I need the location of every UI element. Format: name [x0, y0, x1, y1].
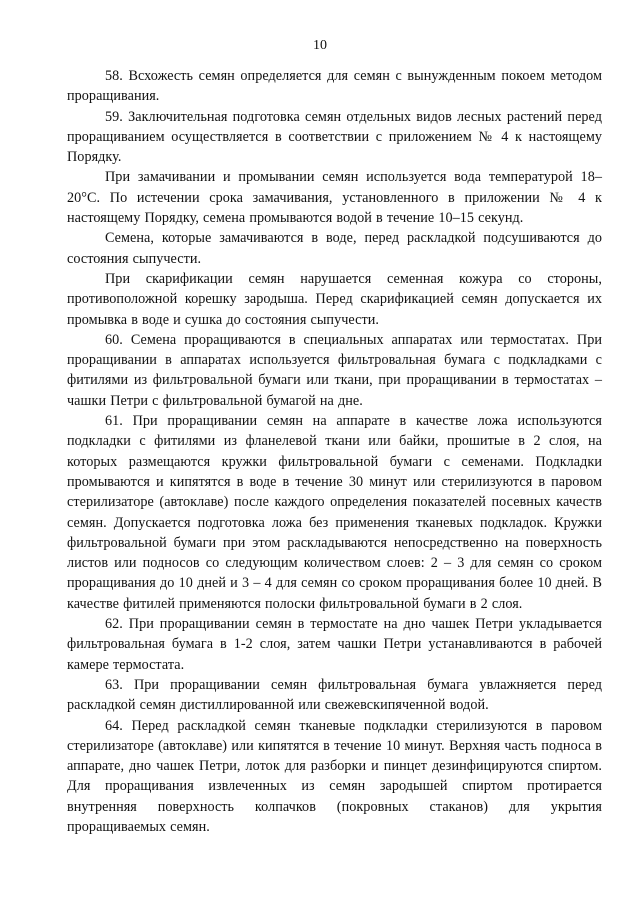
paragraph-63: 63. При проращивании семян фильтровальная бумага увлажняется перед раскладкой семян дистиллированной или свежевскипяченной водой.	[67, 676, 602, 714]
document-body	[67, 66, 602, 837]
paragraph-64: 64. Перед раскладкой семян тканевые подкладки стерилизуются в паровом стерилизаторе (автоклаве) или кипятятся в течение 10 минут. Верхняя часть подноса в аппарате, дно чашек Петри, лоток для разборки и пинцет дезинфицируются спиртом. Для проращивания извлеченных из семян зародышей спиртом протирается внутренняя поверхность колпачков (покровных стаканов) для укрытия проращиваемых семян.	[67, 717, 602, 835]
paragraph-59-scarification: При скарификации семян нарушается семенная кожура со стороны, противоположной корешку зародыша. Перед скарификацией семян допускается их промывка в воде и сушка до состояния сыпучести.	[67, 270, 602, 328]
paragraph-59-soaking: При замачивании и промывании семян используется вода температурой 18–20°С. По истечении срока замачивания, установленного в приложении № 4 к настоящему Порядку, семена промываются водой в течение 10–15 секунд.	[67, 169, 602, 227]
paragraph-61: 61. При проращивании семян на аппарате в качестве ложа используются подкладки с фитилями из фланелевой ткани или байки, прошитые в 2 слоя, на которых размещаются кружки фильтровальной бумаги с семенами. Подкладки промываются и кипятятся в воде в течение 30 минут или стерилизуются в паровом стерилизаторе (автоклаве) после каждого определения показателей посевных качеств семян. Допускается подготовка ложа без применения тканевых подкладок. Кружки фильтровальной бумаги при этом раскладываются непосредственно на поверхность листов или подносов со следующим количеством слоев: 2 – 3 для семян со сроком проращивания до 10 дней и 3 – 4 для семян со сроком проращивания более 10 дней. В качестве фитилей применяются полоски фильтровальной бумаги в 2 слоя.	[67, 413, 602, 612]
page-number: 10	[313, 38, 327, 53]
paragraph-59-drying: Семена, которые замачиваются в воде, перед раскладкой подсушиваются до состояния сыпучести.	[67, 230, 602, 267]
paragraph-59: 59. Заключительная подготовка семян отдельных видов лесных растений перед проращиванием осуществляется в соответствии с приложением № 4 к настоящему Порядку.	[67, 108, 602, 166]
paragraph-62: 62. При проращивании семян в термостате на дно чашек Петри укладывается фильтровальная бумага в 1-2 слоя, затем чашки Петри устанавливаются в рабочей камере термостата.	[67, 616, 602, 673]
paragraph-58: 58. Всхожесть семян определяется для семян с вынужденным покоем методом проращивания.	[67, 68, 602, 105]
paragraph-60: 60. Семена проращиваются в специальных аппаратах или термостатах. При проращивании в аппаратах используется фильтровальная бумага с подкладками с фитилями из фильтровальной бумаги или ткани, при проращивании в термостатах – чашки Петри с фильтровальной бумагой на дне.	[67, 331, 602, 409]
